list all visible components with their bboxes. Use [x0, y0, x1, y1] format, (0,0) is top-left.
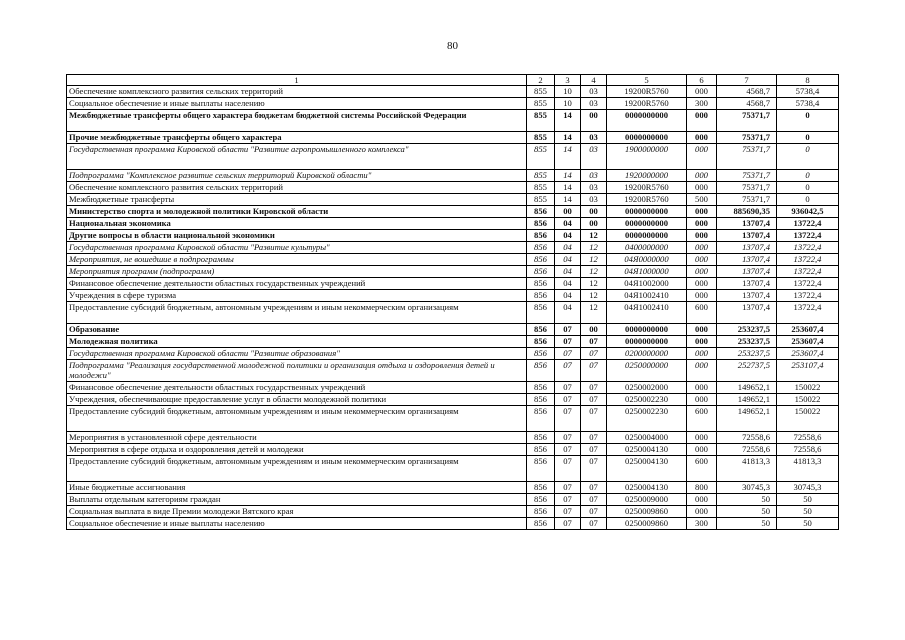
- ministry-code-cell: 856: [527, 218, 555, 230]
- amount-year-1-cell: 75371,7: [717, 194, 777, 206]
- item-name-cell: Мероприятия программ (подпрограмм): [67, 266, 527, 278]
- subsection-code-cell: 12: [581, 230, 607, 242]
- table-row: [67, 144, 839, 170]
- ministry-code-cell: 855: [527, 194, 555, 206]
- subsection-code-cell: 07: [581, 506, 607, 518]
- section-code-cell: 04: [555, 266, 581, 278]
- table-row: [67, 206, 839, 218]
- section-code-cell: 07: [555, 518, 581, 530]
- amount-year-1-cell: 149652,1: [717, 406, 777, 432]
- amount-year-2-cell: 13722,4: [777, 254, 839, 266]
- expense-type-code-cell: 000: [687, 394, 717, 406]
- expense-type-code-cell: 000: [687, 254, 717, 266]
- header-cell: 2: [527, 75, 555, 86]
- item-name-cell: Социальное обеспечение и иные выплаты населению: [67, 98, 527, 110]
- target-article-code-cell: 0000000000: [607, 132, 687, 144]
- table-row: [67, 170, 839, 182]
- amount-year-1-cell: 13707,4: [717, 278, 777, 290]
- amount-year-2-cell: 0: [777, 194, 839, 206]
- subsection-code-cell: 03: [581, 144, 607, 170]
- table-row: [67, 336, 839, 348]
- amount-year-1-cell: 50: [717, 506, 777, 518]
- target-article-code-cell: 19200R5760: [607, 194, 687, 206]
- ministry-code-cell: 856: [527, 230, 555, 242]
- item-name-cell: Выплаты отдельным категориям граждан: [67, 494, 527, 506]
- amount-year-2-cell: 0: [777, 144, 839, 170]
- header-cell: 3: [555, 75, 581, 86]
- subsection-code-cell: 07: [581, 406, 607, 432]
- target-article-code-cell: 0250009860: [607, 518, 687, 530]
- ministry-code-cell: 856: [527, 290, 555, 302]
- amount-year-1-cell: 30745,3: [717, 482, 777, 494]
- table-row: [67, 98, 839, 110]
- table-row: [67, 394, 839, 406]
- section-code-cell: 04: [555, 290, 581, 302]
- table-row: [67, 432, 839, 444]
- amount-year-1-cell: 253237,5: [717, 324, 777, 336]
- ministry-code-cell: 856: [527, 506, 555, 518]
- table-row: [67, 278, 839, 290]
- amount-year-1-cell: 75371,7: [717, 110, 777, 132]
- target-article-code-cell: 0250004000: [607, 432, 687, 444]
- amount-year-1-cell: 75371,7: [717, 144, 777, 170]
- subsection-code-cell: 00: [581, 324, 607, 336]
- subsection-code-cell: 12: [581, 290, 607, 302]
- amount-year-2-cell: 5738,4: [777, 86, 839, 98]
- ministry-code-cell: 856: [527, 518, 555, 530]
- amount-year-2-cell: 50: [777, 494, 839, 506]
- expense-type-code-cell: 000: [687, 348, 717, 360]
- section-code-cell: 14: [555, 194, 581, 206]
- item-name-cell: Обеспечение комплексного развития сельских территорий: [67, 182, 527, 194]
- amount-year-1-cell: 50: [717, 518, 777, 530]
- subsection-code-cell: 07: [581, 494, 607, 506]
- subsection-code-cell: 12: [581, 278, 607, 290]
- item-name-cell: Прочие межбюджетные трансферты общего характера: [67, 132, 527, 144]
- amount-year-1-cell: 13707,4: [717, 254, 777, 266]
- expense-type-code-cell: 300: [687, 518, 717, 530]
- section-code-cell: 14: [555, 182, 581, 194]
- item-name-cell: Государственная программа Кировской области "Развитие культуры": [67, 242, 527, 254]
- ministry-code-cell: 856: [527, 254, 555, 266]
- subsection-code-cell: 03: [581, 86, 607, 98]
- amount-year-1-cell: 13707,4: [717, 266, 777, 278]
- table-row: [67, 110, 839, 132]
- item-name-cell: Молодежная политика: [67, 336, 527, 348]
- table-row: [67, 348, 839, 360]
- section-code-cell: 04: [555, 230, 581, 242]
- table-row: [67, 456, 839, 482]
- section-code-cell: 07: [555, 406, 581, 432]
- target-article-code-cell: 0000000000: [607, 336, 687, 348]
- subsection-code-cell: 00: [581, 110, 607, 132]
- table-row: [67, 494, 839, 506]
- subsection-code-cell: 07: [581, 336, 607, 348]
- expense-type-code-cell: 000: [687, 266, 717, 278]
- subsection-code-cell: 03: [581, 98, 607, 110]
- table-row: [67, 290, 839, 302]
- section-code-cell: 07: [555, 506, 581, 518]
- section-code-cell: 04: [555, 302, 581, 324]
- amount-year-1-cell: 41813,3: [717, 456, 777, 482]
- section-code-cell: 07: [555, 382, 581, 394]
- target-article-code-cell: 04Я1002000: [607, 278, 687, 290]
- table-row: [67, 218, 839, 230]
- ministry-code-cell: 856: [527, 206, 555, 218]
- amount-year-2-cell: 13722,4: [777, 266, 839, 278]
- target-article-code-cell: 04Я1000000: [607, 266, 687, 278]
- expense-type-code-cell: 000: [687, 182, 717, 194]
- amount-year-2-cell: 13722,4: [777, 278, 839, 290]
- expense-type-code-cell: 000: [687, 444, 717, 456]
- item-name-cell: Подпрограмма "Реализация государственной молодежной политики и организация отдыха и оздоровления детей и молодежи": [67, 360, 527, 382]
- item-name-cell: Государственная программа Кировской области "Развитие агропромышленного комплекса": [67, 144, 527, 170]
- section-code-cell: 04: [555, 242, 581, 254]
- amount-year-2-cell: 72558,6: [777, 432, 839, 444]
- expense-type-code-cell: 000: [687, 86, 717, 98]
- section-code-cell: 14: [555, 144, 581, 170]
- item-name-cell: Предоставление субсидий бюджетным, автономным учреждениям и иным некоммерческим организациям: [67, 456, 527, 482]
- target-article-code-cell: 0250002230: [607, 406, 687, 432]
- table-row: [67, 132, 839, 144]
- amount-year-2-cell: 72558,6: [777, 444, 839, 456]
- item-name-cell: Другие вопросы в области национальной экономики: [67, 230, 527, 242]
- amount-year-2-cell: 13722,4: [777, 230, 839, 242]
- table-row: [67, 302, 839, 324]
- target-article-code-cell: 0000000000: [607, 230, 687, 242]
- ministry-code-cell: 856: [527, 278, 555, 290]
- amount-year-1-cell: 149652,1: [717, 394, 777, 406]
- amount-year-1-cell: 13707,4: [717, 290, 777, 302]
- amount-year-1-cell: 4568,7: [717, 98, 777, 110]
- section-code-cell: 14: [555, 132, 581, 144]
- subsection-code-cell: 00: [581, 218, 607, 230]
- item-name-cell: Учреждения в сфере туризма: [67, 290, 527, 302]
- ministry-code-cell: 856: [527, 394, 555, 406]
- item-name-cell: Обеспечение комплексного развития сельских территорий: [67, 86, 527, 98]
- ministry-code-cell: 856: [527, 444, 555, 456]
- amount-year-2-cell: 253607,4: [777, 336, 839, 348]
- item-name-cell: Социальная выплата в виде Премии молодежи Вятского края: [67, 506, 527, 518]
- amount-year-1-cell: 75371,7: [717, 132, 777, 144]
- target-article-code-cell: 0250004130: [607, 444, 687, 456]
- item-name-cell: Межбюджетные трансферты общего характера бюджетам бюджетной системы Российской Федерации: [67, 110, 527, 132]
- expense-type-code-cell: 800: [687, 482, 717, 494]
- table-row: [67, 518, 839, 530]
- section-code-cell: 14: [555, 170, 581, 182]
- section-code-cell: 07: [555, 444, 581, 456]
- expense-type-code-cell: 600: [687, 456, 717, 482]
- amount-year-1-cell: 75371,7: [717, 182, 777, 194]
- item-name-cell: Мероприятия в установленной сфере деятельности: [67, 432, 527, 444]
- table-row: [67, 194, 839, 206]
- subsection-code-cell: 12: [581, 242, 607, 254]
- table-row: [67, 266, 839, 278]
- section-code-cell: 07: [555, 482, 581, 494]
- ministry-code-cell: 856: [527, 302, 555, 324]
- expense-type-code-cell: 500: [687, 194, 717, 206]
- expense-type-code-cell: 000: [687, 432, 717, 444]
- expense-type-code-cell: 300: [687, 98, 717, 110]
- subsection-code-cell: 07: [581, 348, 607, 360]
- section-code-cell: 14: [555, 110, 581, 132]
- expense-type-code-cell: 000: [687, 324, 717, 336]
- subsection-code-cell: 07: [581, 360, 607, 382]
- amount-year-2-cell: 150022: [777, 406, 839, 432]
- item-name-cell: Мероприятия в сфере отдыха и оздоровления детей и молодежи: [67, 444, 527, 456]
- table-row: [67, 360, 839, 382]
- target-article-code-cell: 0000000000: [607, 218, 687, 230]
- target-article-code-cell: 0400000000: [607, 242, 687, 254]
- section-code-cell: 07: [555, 336, 581, 348]
- amount-year-1-cell: 149652,1: [717, 382, 777, 394]
- section-code-cell: 10: [555, 86, 581, 98]
- subsection-code-cell: 12: [581, 302, 607, 324]
- subsection-code-cell: 07: [581, 518, 607, 530]
- table-row: [67, 444, 839, 456]
- amount-year-2-cell: 13722,4: [777, 218, 839, 230]
- target-article-code-cell: 04Я1002410: [607, 302, 687, 324]
- item-name-cell: Финансовое обеспечение деятельности областных государственных учреждений: [67, 382, 527, 394]
- amount-year-1-cell: 13707,4: [717, 302, 777, 324]
- section-code-cell: 07: [555, 324, 581, 336]
- item-name-cell: Предоставление субсидий бюджетным, автономным учреждениям и иным некоммерческим организациям: [67, 406, 527, 432]
- amount-year-1-cell: 253237,5: [717, 348, 777, 360]
- section-code-cell: 10: [555, 98, 581, 110]
- amount-year-1-cell: 4568,7: [717, 86, 777, 98]
- target-article-code-cell: 0250000000: [607, 360, 687, 382]
- amount-year-2-cell: 5738,4: [777, 98, 839, 110]
- target-article-code-cell: 19200R5760: [607, 86, 687, 98]
- table-row: [67, 230, 839, 242]
- expense-type-code-cell: 000: [687, 278, 717, 290]
- item-name-cell: Мероприятия, не вошедшие в подпрограммы: [67, 254, 527, 266]
- item-name-cell: Финансовое обеспечение деятельности областных государственных учреждений: [67, 278, 527, 290]
- subsection-code-cell: 07: [581, 382, 607, 394]
- amount-year-1-cell: 252737,5: [717, 360, 777, 382]
- section-code-cell: 04: [555, 218, 581, 230]
- table-row: [67, 482, 839, 494]
- amount-year-1-cell: 13707,4: [717, 242, 777, 254]
- amount-year-1-cell: 13707,4: [717, 230, 777, 242]
- expense-type-code-cell: 000: [687, 242, 717, 254]
- target-article-code-cell: 0250002230: [607, 394, 687, 406]
- ministry-code-cell: 855: [527, 182, 555, 194]
- table-row: [67, 506, 839, 518]
- table-row: [67, 242, 839, 254]
- amount-year-1-cell: 50: [717, 494, 777, 506]
- target-article-code-cell: 0000000000: [607, 324, 687, 336]
- subsection-code-cell: 03: [581, 182, 607, 194]
- expense-type-code-cell: 000: [687, 290, 717, 302]
- amount-year-2-cell: 0: [777, 110, 839, 132]
- amount-year-1-cell: 72558,6: [717, 432, 777, 444]
- ministry-code-cell: 855: [527, 170, 555, 182]
- amount-year-1-cell: 72558,6: [717, 444, 777, 456]
- header-cell: 5: [607, 75, 687, 86]
- amount-year-2-cell: 0: [777, 132, 839, 144]
- subsection-code-cell: 03: [581, 170, 607, 182]
- budget-table: [66, 74, 839, 530]
- ministry-code-cell: 856: [527, 348, 555, 360]
- target-article-code-cell: 0000000000: [607, 110, 687, 132]
- amount-year-2-cell: 150022: [777, 394, 839, 406]
- amount-year-2-cell: 13722,4: [777, 290, 839, 302]
- item-name-cell: Национальная экономика: [67, 218, 527, 230]
- subsection-code-cell: 07: [581, 482, 607, 494]
- ministry-code-cell: 856: [527, 482, 555, 494]
- target-article-code-cell: 0250002000: [607, 382, 687, 394]
- table-row: [67, 324, 839, 336]
- header-cell: 8: [777, 75, 839, 86]
- subsection-code-cell: 07: [581, 394, 607, 406]
- section-code-cell: 04: [555, 254, 581, 266]
- target-article-code-cell: 0000000000: [607, 206, 687, 218]
- ministry-code-cell: 855: [527, 98, 555, 110]
- item-name-cell: Образование: [67, 324, 527, 336]
- amount-year-2-cell: 936042,5: [777, 206, 839, 218]
- section-code-cell: 07: [555, 360, 581, 382]
- table-row: [67, 182, 839, 194]
- column-number-header: [67, 75, 839, 86]
- expense-type-code-cell: 000: [687, 382, 717, 394]
- section-code-cell: 07: [555, 348, 581, 360]
- expense-type-code-cell: 000: [687, 110, 717, 132]
- subsection-code-cell: 00: [581, 206, 607, 218]
- expense-type-code-cell: 600: [687, 302, 717, 324]
- table-row: [67, 382, 839, 394]
- item-name-cell: Министерство спорта и молодежной политики Кировской области: [67, 206, 527, 218]
- header-cell: 6: [687, 75, 717, 86]
- budget-table-body: [67, 75, 839, 530]
- section-code-cell: 07: [555, 432, 581, 444]
- ministry-code-cell: 856: [527, 266, 555, 278]
- amount-year-2-cell: 41813,3: [777, 456, 839, 482]
- amount-year-2-cell: 253107,4: [777, 360, 839, 382]
- item-name-cell: Иные бюджетные ассигнования: [67, 482, 527, 494]
- item-name-cell: Учреждения, обеспечивающие предоставление услуг в области молодежной политики: [67, 394, 527, 406]
- ministry-code-cell: 856: [527, 324, 555, 336]
- amount-year-1-cell: 253237,5: [717, 336, 777, 348]
- section-code-cell: 00: [555, 206, 581, 218]
- amount-year-2-cell: 150022: [777, 382, 839, 394]
- item-name-cell: Предоставление субсидий бюджетным, автономным учреждениям и иным некоммерческим организациям: [67, 302, 527, 324]
- expense-type-code-cell: 000: [687, 206, 717, 218]
- item-name-cell: Подпрограмма "Комплексное развитие сельских территорий Кировской области": [67, 170, 527, 182]
- subsection-code-cell: 03: [581, 132, 607, 144]
- target-article-code-cell: 19200R5760: [607, 182, 687, 194]
- page-number: 80: [447, 40, 458, 52]
- expense-type-code-cell: 000: [687, 494, 717, 506]
- amount-year-2-cell: 30745,3: [777, 482, 839, 494]
- header-cell: 4: [581, 75, 607, 86]
- target-article-code-cell: 0200000000: [607, 348, 687, 360]
- ministry-code-cell: 856: [527, 382, 555, 394]
- ministry-code-cell: 855: [527, 144, 555, 170]
- expense-type-code-cell: 000: [687, 230, 717, 242]
- target-article-code-cell: 04Я0000000: [607, 254, 687, 266]
- ministry-code-cell: 856: [527, 432, 555, 444]
- amount-year-2-cell: 253607,4: [777, 324, 839, 336]
- subsection-code-cell: 12: [581, 254, 607, 266]
- amount-year-2-cell: 253607,4: [777, 348, 839, 360]
- amount-year-2-cell: 0: [777, 170, 839, 182]
- amount-year-2-cell: 0: [777, 182, 839, 194]
- amount-year-1-cell: 75371,7: [717, 170, 777, 182]
- expense-type-code-cell: 000: [687, 218, 717, 230]
- target-article-code-cell: 19200R5760: [607, 98, 687, 110]
- target-article-code-cell: 1900000000: [607, 144, 687, 170]
- subsection-code-cell: 12: [581, 266, 607, 278]
- ministry-code-cell: 856: [527, 456, 555, 482]
- expense-type-code-cell: 000: [687, 360, 717, 382]
- target-article-code-cell: 0250009860: [607, 506, 687, 518]
- expense-type-code-cell: 000: [687, 506, 717, 518]
- expense-type-code-cell: 600: [687, 406, 717, 432]
- target-article-code-cell: 1920000000: [607, 170, 687, 182]
- header-cell: 1: [67, 75, 527, 86]
- amount-year-2-cell: 13722,4: [777, 302, 839, 324]
- ministry-code-cell: 855: [527, 110, 555, 132]
- subsection-code-cell: 03: [581, 194, 607, 206]
- amount-year-2-cell: 50: [777, 518, 839, 530]
- section-code-cell: 07: [555, 494, 581, 506]
- section-code-cell: 04: [555, 278, 581, 290]
- ministry-code-cell: 856: [527, 494, 555, 506]
- subsection-code-cell: 07: [581, 444, 607, 456]
- ministry-code-cell: 855: [527, 86, 555, 98]
- amount-year-1-cell: 13707,4: [717, 218, 777, 230]
- item-name-cell: Межбюджетные трансферты: [67, 194, 527, 206]
- amount-year-2-cell: 13722,4: [777, 242, 839, 254]
- section-code-cell: 07: [555, 456, 581, 482]
- target-article-code-cell: 04Я1002410: [607, 290, 687, 302]
- amount-year-2-cell: 50: [777, 506, 839, 518]
- subsection-code-cell: 07: [581, 456, 607, 482]
- ministry-code-cell: 856: [527, 406, 555, 432]
- expense-type-code-cell: 000: [687, 336, 717, 348]
- target-article-code-cell: 0250009000: [607, 494, 687, 506]
- item-name-cell: Социальное обеспечение и иные выплаты населению: [67, 518, 527, 530]
- ministry-code-cell: 856: [527, 336, 555, 348]
- target-article-code-cell: 0250004130: [607, 482, 687, 494]
- section-code-cell: 07: [555, 394, 581, 406]
- table-row: [67, 406, 839, 432]
- ministry-code-cell: 856: [527, 242, 555, 254]
- expense-type-code-cell: 000: [687, 170, 717, 182]
- item-name-cell: Государственная программа Кировской области "Развитие образования": [67, 348, 527, 360]
- expense-type-code-cell: 000: [687, 144, 717, 170]
- header-cell: 7: [717, 75, 777, 86]
- table-row: [67, 86, 839, 98]
- table-row: [67, 254, 839, 266]
- amount-year-1-cell: 885690,35: [717, 206, 777, 218]
- ministry-code-cell: 855: [527, 132, 555, 144]
- ministry-code-cell: 856: [527, 360, 555, 382]
- subsection-code-cell: 07: [581, 432, 607, 444]
- expense-type-code-cell: 000: [687, 132, 717, 144]
- target-article-code-cell: 0250004130: [607, 456, 687, 482]
